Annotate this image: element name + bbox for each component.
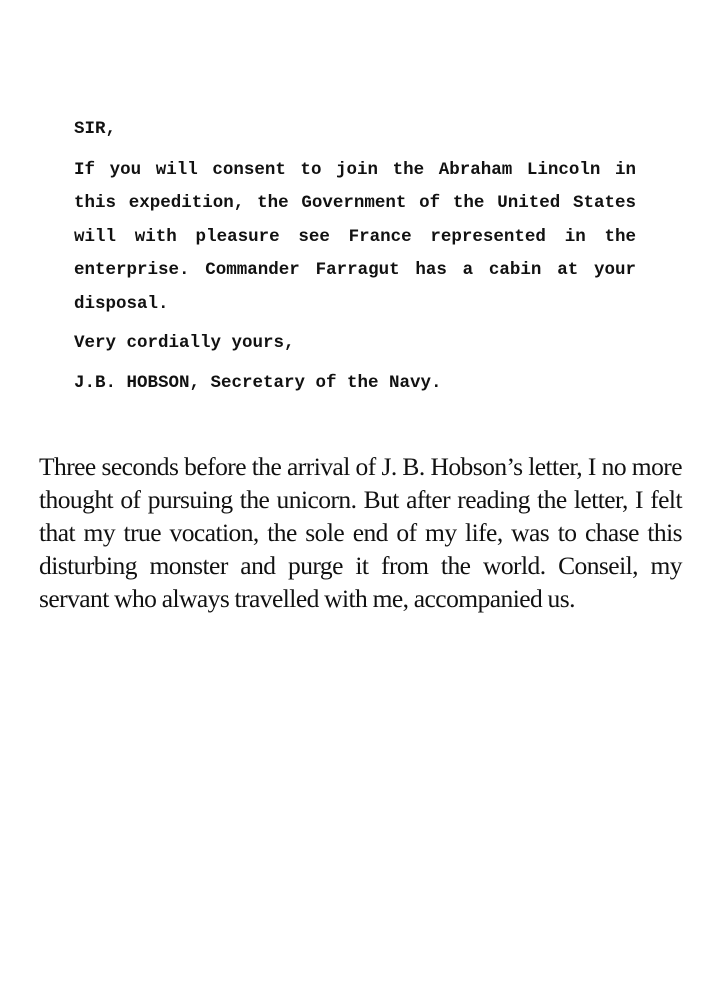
- letter-salutation: SIR,: [74, 119, 117, 139]
- letter-body: If you will consent to join the Abraham Lincoln in this expedition, the Government of the United States will with pleasure see France represented in the enterprise. Commander Farragut has a cabin at your disposal.: [74, 159, 636, 314]
- letter-closing: Very cordially yours,: [74, 333, 295, 353]
- narrative-paragraph: Three seconds before the arrival of J. B. Hobson’s letter, I no more thought of pursuing the unicorn. But after reading the letter, I felt that my true vocation, the sole end of my life, was to chase this disturbing monster and purge it from the world. Conseil, my servant who always travelled with me, accompanied us.: [39, 452, 682, 613]
- quoted-letter: [74, 113, 636, 400]
- letter-signature: J.B. HOBSON, Secretary of the Navy.: [74, 372, 442, 393]
